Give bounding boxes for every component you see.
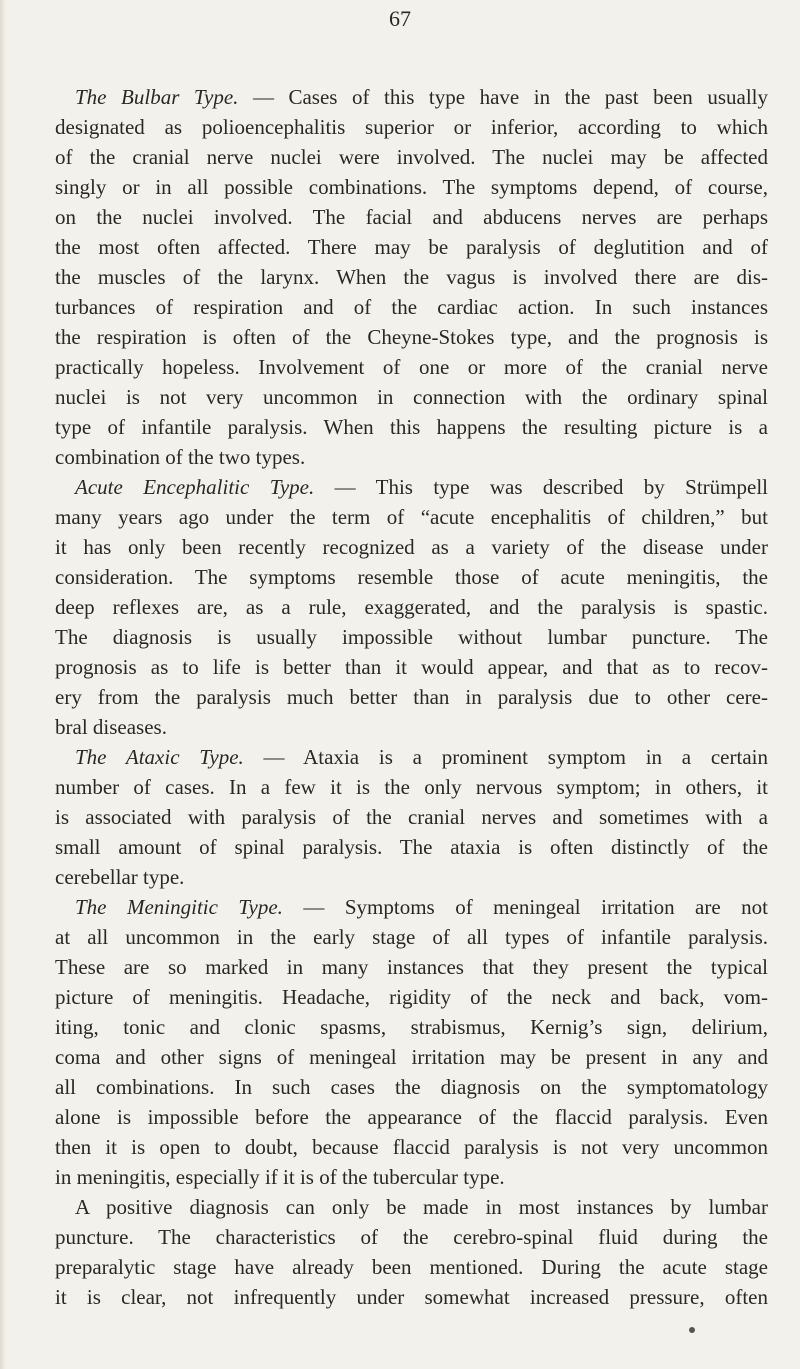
text-line: [55, 892, 768, 922]
page-edge-shadow: [0, 0, 6, 1369]
text-line: [55, 832, 768, 862]
text-line: [55, 682, 768, 712]
text-line: [55, 172, 768, 202]
text-line: [55, 1132, 768, 1162]
text-line: [55, 1162, 768, 1192]
text-line: [55, 262, 768, 292]
line-text: A positive diagnosis can only be made in most instances by lumbar: [75, 1195, 768, 1219]
paragraph: [55, 82, 768, 472]
text-line: [55, 652, 768, 682]
section-heading: The Meningitic Type.: [75, 895, 283, 919]
ink-dot: [689, 1327, 695, 1333]
text-line: [55, 1252, 768, 1282]
line-text: bral diseases.: [55, 715, 167, 739]
text-line: [55, 412, 768, 442]
text-line: [55, 1102, 768, 1132]
line-text: ery from the paralysis much better than in paralysis due to other cere-: [55, 685, 768, 709]
line-text: nuclei is not very uncommon in connection with the ordinary spinal: [55, 385, 768, 409]
line-text: it is clear, not infrequently under somewhat increased pressure, often: [55, 1285, 768, 1309]
line-text: is associated with paralysis of the cranial nerves and sometimes with a: [55, 805, 768, 829]
text-line: [55, 382, 768, 412]
line-text: deep reflexes are, as a rule, exaggerated, and the paralysis is spastic.: [55, 595, 768, 619]
line-text: then it is open to doubt, because flaccid paralysis is not very uncommon: [55, 1135, 768, 1159]
text-line: [55, 712, 768, 742]
line-text: cerebellar type.: [55, 865, 185, 889]
section-heading: The Bulbar Type.: [75, 85, 239, 109]
line-text: practically hopeless. Involvement of one or more of the cranial nerve: [55, 355, 768, 379]
paragraph: [55, 1192, 768, 1312]
text-line: [55, 232, 768, 262]
line-text: — Ataxia is a prominent symptom in a certain: [243, 745, 768, 769]
text-line: [55, 1282, 768, 1312]
text-line: [55, 322, 768, 352]
paragraph: [55, 742, 768, 892]
text-line: [55, 562, 768, 592]
text-line: [55, 952, 768, 982]
page-number: 67: [389, 6, 411, 31]
text-line: [55, 742, 768, 772]
line-text: turbances of respiration and of the cardiac action. In such instances: [55, 295, 768, 319]
text-line: [55, 1072, 768, 1102]
line-text: These are so marked in many instances that they present the typical: [55, 955, 768, 979]
line-text: — Cases of this type have in the past been usually: [238, 85, 768, 109]
text-line: [55, 592, 768, 622]
line-text: the respiration is often of the Cheyne-Stokes type, and the prognosis is: [55, 325, 768, 349]
text-line: [55, 1222, 768, 1252]
line-text: all combinations. In such cases the diagnosis on the symptomatology: [55, 1075, 768, 1099]
line-text: combination of the two types.: [55, 445, 306, 469]
line-text: — Symptoms of meningeal irritation are not: [282, 895, 768, 919]
text-line: [55, 352, 768, 382]
line-text: the most often affected. There may be paralysis of deglutition and of: [55, 235, 768, 259]
body-text: [55, 82, 768, 1312]
line-text: prognosis as to life is better than it would appear, and that as to recov-: [55, 655, 768, 679]
line-text: preparalytic stage have already been mentioned. During the acute stage: [55, 1255, 768, 1279]
line-text: — This type was described by Strümpell: [314, 475, 768, 499]
text-line: [55, 112, 768, 142]
text-line: [55, 442, 768, 472]
text-line: [55, 622, 768, 652]
text-line: [55, 202, 768, 232]
line-text: designated as polioencephalitis superior or inferior, according to which: [55, 115, 768, 139]
text-line: [55, 502, 768, 532]
text-line: [55, 922, 768, 952]
paragraph: [55, 892, 768, 1192]
line-text: small amount of spinal paralysis. The ataxia is often distinctly of the: [55, 835, 768, 859]
line-text: in meningitis, especially if it is of the tubercular type.: [55, 1165, 505, 1189]
text-line: [55, 772, 768, 802]
text-line: [55, 862, 768, 892]
text-line: [55, 982, 768, 1012]
line-text: of the cranial nerve nuclei were involved. The nuclei may be affected: [55, 145, 768, 169]
line-text: alone is impossible before the appearance of the flaccid paralysis. Even: [55, 1105, 768, 1129]
line-text: many years ago under the term of “acute encephalitis of children,” but: [55, 505, 768, 529]
text-line: [55, 802, 768, 832]
line-text: singly or in all possible combinations. The symptoms depend, of course,: [55, 175, 768, 199]
line-text: coma and other signs of meningeal irritation may be present in any and: [55, 1045, 768, 1069]
text-line: [55, 82, 768, 112]
section-heading: Acute Encephalitic Type.: [75, 475, 315, 499]
line-text: on the nuclei involved. The facial and abducens nerves are perhaps: [55, 205, 768, 229]
line-text: at all uncommon in the early stage of all types of infantile paralysis.: [55, 925, 768, 949]
paragraph: [55, 472, 768, 742]
line-text: puncture. The characteristics of the cerebro-spinal fluid during the: [55, 1225, 768, 1249]
line-text: number of cases. In a few it is the only nervous symptom; in others, it: [55, 775, 768, 799]
line-text: iting, tonic and clonic spasms, strabismus, Kernig’s sign, delirium,: [55, 1015, 768, 1039]
line-text: picture of meningitis. Headache, rigidity of the neck and back, vom-: [55, 985, 768, 1009]
line-text: The diagnosis is usually impossible without lumbar puncture. The: [55, 625, 768, 649]
text-line: [55, 1192, 768, 1222]
text-line: [55, 292, 768, 322]
section-heading: The Ataxic Type.: [75, 745, 244, 769]
text-line: [55, 1042, 768, 1072]
line-text: the muscles of the larynx. When the vagus is involved there are dis-: [55, 265, 768, 289]
line-text: type of infantile paralysis. When this happens the resulting picture is a: [55, 415, 768, 439]
text-line: [55, 472, 768, 502]
line-text: consideration. The symptoms resemble those of acute meningitis, the: [55, 565, 768, 589]
text-line: [55, 1012, 768, 1042]
text-line: [55, 532, 768, 562]
line-text: it has only been recently recognized as a variety of the disease under: [55, 535, 768, 559]
text-line: [55, 142, 768, 172]
